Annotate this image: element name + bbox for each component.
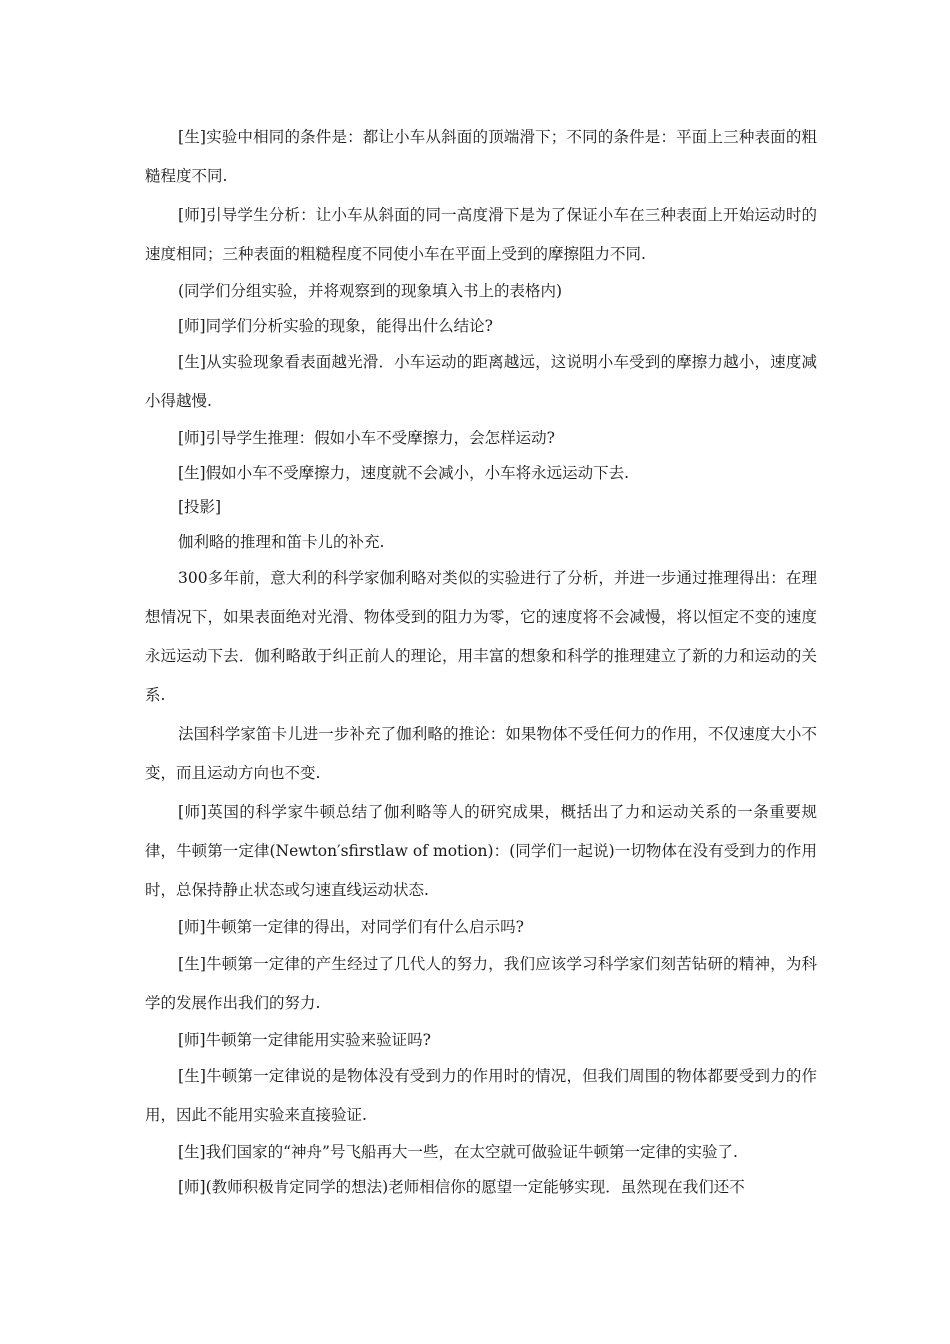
paragraph: [生]从实验现象看表面越光滑．小车运动的距离越远，这说明小车受到的摩擦力越小，速度减小得越慢. bbox=[145, 353, 817, 410]
paragraph: [生]我们国家的“神舟”号飞船再大一些，在太空就可做验证牛顿第一定律的实验了. bbox=[178, 1143, 738, 1161]
paragraph: 法国科学家笛卡儿进一步补充了伽利略的推论：如果物体不受任何力的作用，不仅速度大小不变，而且运动方向也不变. bbox=[145, 725, 817, 782]
paragraph: 300多年前，意大利的科学家伽利略对类似的实验进行了分析，并进一步通过推理得出：在理想情况下，如果表面绝对光滑、物体受到的阻力为零，它的速度将不会减慢，将以恒定不变的速度永远运动下去．伽利略敢于纠正前人的理论，用丰富的想象和科学的推理建立了新的力和运动的关系. bbox=[145, 569, 817, 704]
paragraph: [生]假如小车不受摩擦力，速度就不会减小，小车将永远运动下去. bbox=[178, 463, 630, 482]
paragraph: [师](教师积极肯定同学的想法)老师相信你的愿望一定能够实现．虽然现在我们还不 bbox=[178, 1177, 745, 1196]
paragraph: [生]牛顿第一定律的产生经过了几代人的努力，我们应该学习科学家们刻苦钻研的精神，为科学的发展作出我们的努力. bbox=[145, 954, 817, 1012]
paragraph: 伽利略的推理和笛卡儿的补充. bbox=[178, 532, 385, 551]
paragraph: [师]牛顿第一定律能用实验来验证吗? bbox=[178, 1030, 431, 1049]
paragraph: [师]英国的科学家牛顿总结了伽利略等人的研究成果，概括出了力和运动关系的一条重要规律，牛顿第一定律(Newton′sfirstlaw of motion)：(同学们一起说)一切物体在没有受到力的作用时，总保持静止状态或匀速直线运动状态. bbox=[145, 803, 817, 899]
document-body bbox=[145, 118, 817, 1204]
paragraph: [生]实验中相同的条件是：都让小车从斜面的顶端滑下；不同的条件是：平面上三种表面的粗糙程度不同. bbox=[145, 128, 817, 185]
paragraph: [师]牛顿第一定律的得出，对同学们有什么启示吗? bbox=[178, 918, 524, 936]
paragraph: [师]同学们分析实验的现象，能得出什么结论? bbox=[178, 316, 493, 335]
paragraph: (同学们分组实验，并将观察到的现象填入书上的表格内) bbox=[178, 282, 563, 300]
paragraph: [投影] bbox=[178, 498, 222, 516]
paragraph: [师]引导学生分析：让小车从斜面的同一高度滑下是为了保证小车在三种表面上开始运动时的速度相同；三种表面的粗糙程度不同使小车在平面上受到的摩擦阻力不同. bbox=[145, 206, 817, 263]
paragraph: [生]牛顿第一定律说的是物体没有受到力的作用时的情况，但我们周围的物体都要受到力的作用，因此不能用实验来直接验证. bbox=[145, 1067, 817, 1124]
paragraph: [师]引导学生推理：假如小车不受摩擦力，会怎样运动? bbox=[178, 429, 555, 447]
